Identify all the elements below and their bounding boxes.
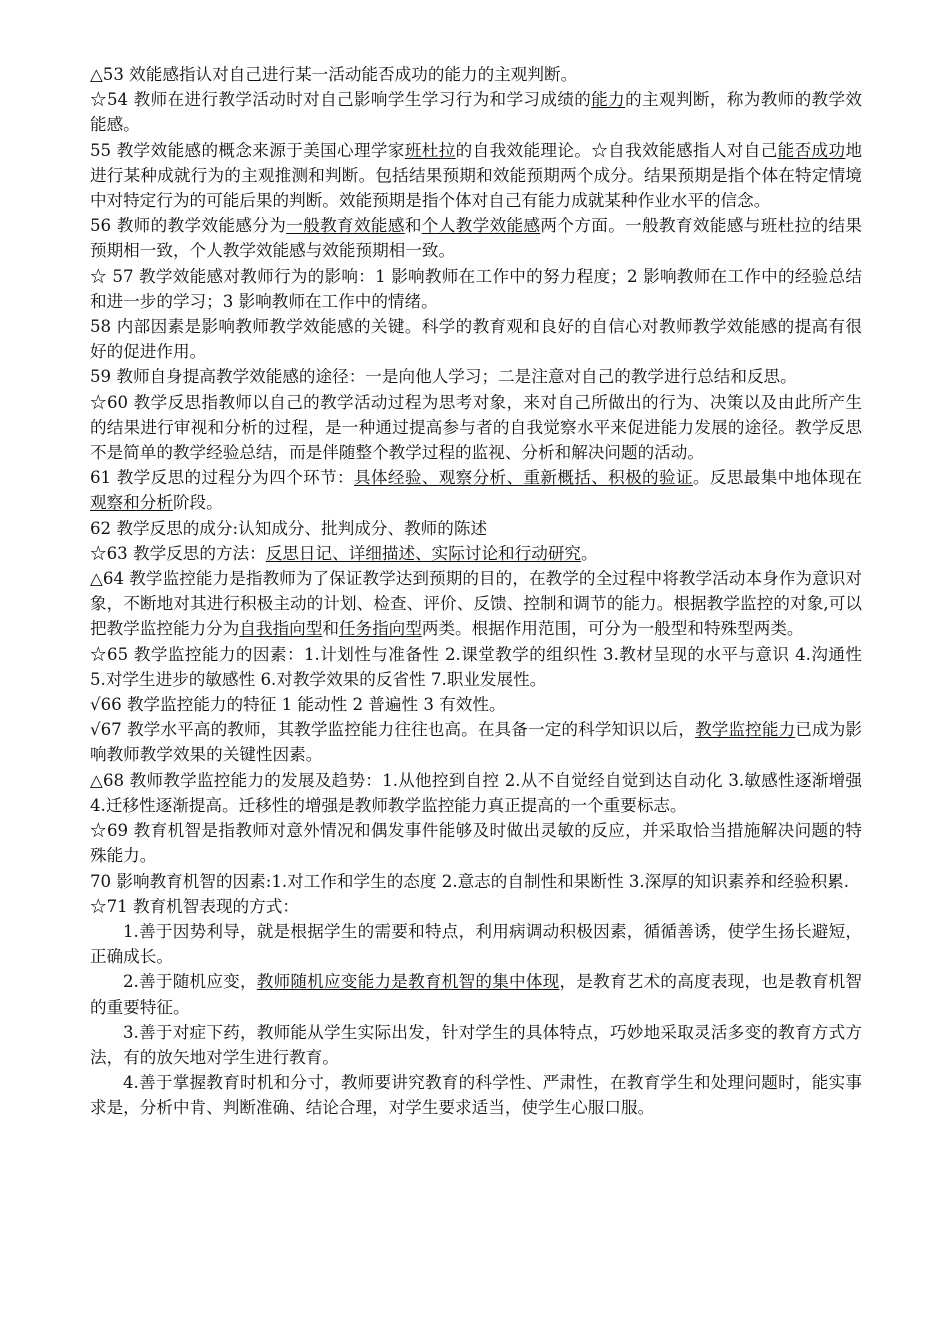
underlined-text: 一般教育效能感 [286, 216, 405, 236]
text-run: 3.善于对症下药，教师能从学生实际出发，针对学生的具体特点，巧妙地采取灵活多变的教育方式方法，有的放矢地对学生进行教育。 [90, 1022, 862, 1067]
underlined-text: 能否成功 [777, 140, 846, 160]
text-run: 和 [322, 619, 339, 639]
text-run: 2.善于随机应变， [123, 972, 257, 992]
text-run: 58 内部因素是影响教师教学效能感的关键。科学的教育观和良好的自信心对教师教学效能感的提高有很好的促进作用。 [90, 317, 862, 362]
text-run: 62 教学反思的成分:认知成分、批判成分、教师的陈述 [90, 518, 488, 538]
paragraph [90, 213, 862, 263]
text-run: 两类。根据作用范围，可分为一般型和特殊型两类。 [421, 619, 804, 639]
underlined-text: 任务指向型 [338, 619, 422, 639]
text-run: ☆54 教师在进行教学活动时对自己影响学生学习行为和学习成绩的 [90, 90, 592, 110]
paragraph [90, 364, 862, 389]
text-run: ☆ 57 教学效能感对教师行为的影响：1 影响教师在工作中的努力程度；2 影响教师在工作中的经验总结和进一步的学习；3 影响教师在工作中的情绪。 [90, 266, 862, 311]
text-run: 56 教师的教学效能感分为 [90, 216, 287, 236]
text-run: △64 教学监控能力是指教师为了保证教学达到预期的目的，在教学的全过程中将教学活动本身作为意识对象，不断地对其进行积极主动的计划、检查、评价、反馈、控制和调节的能力。根据教学监控的对象,可以把教学监控能力分为 [90, 569, 862, 639]
paragraph [90, 1020, 862, 1070]
text-run: ☆63 教学反思的方法： [90, 543, 266, 563]
paragraph [90, 516, 862, 541]
text-run: 两个方面。一般教育效能感与班杜拉的结果预期相一致，个人教学效能感与效能预期相一致。 [90, 216, 863, 261]
text-run: 55 教学效能感的概念来源于美国心理学家 [90, 140, 405, 160]
paragraph [90, 541, 862, 566]
underlined-text: 能力 [591, 90, 626, 110]
paragraph [90, 87, 862, 137]
text-run: 。反思最集中地体现在 [692, 468, 863, 488]
text-run: 的主观判断，称为教师的教学效能感。 [90, 90, 863, 135]
text-run: 的自我效能理论。☆自我效能感指人对自己 [455, 140, 778, 160]
paragraph [90, 566, 862, 642]
text-run: △68 教师教学监控能力的发展及趋势：1.从他控到自控 2.从不自觉经自觉到达自动化 3.敏感性逐渐增强 4.迁移性逐渐提高。迁移性的增强是教师教学监控能力真正提高的一个重要标志。 [90, 770, 862, 815]
underlined-text: 具体经验、观察分析、重新概括、积极的验证 [353, 468, 693, 488]
text-run: 已成为影响教师教学效果的关键性因素。 [90, 720, 863, 765]
text-run: 59 教师自身提高教学效能感的途径：一是向他人学习；二是注意对自己的教学进行总结和反思。 [90, 367, 797, 387]
text-run: 1.善于因势利导，就是根据学生的需要和特点，利用病调动积极因素，循循善诱，使学生扬长避短，正确成长。 [90, 921, 862, 967]
underlined-text: 教学监控能力 [695, 720, 796, 740]
paragraph [90, 894, 862, 919]
paragraph [90, 1070, 862, 1120]
paragraph [90, 869, 862, 894]
text-run: ☆60 教学反思指教师以自己的教学活动过程为思考对象，来对自己所做出的行为、决策以及由此所产生的结果进行审视和分析的过程，是一种通过提高参与者的自我觉察水平来促进能力发展的途径。教学反思不是简单的教学经验总结，而是伴随整个教学过程的监视、分析和解决问题的活动。 [90, 392, 862, 463]
text-run: 61 教学反思的过程分为四个环节： [90, 468, 354, 488]
paragraph [90, 919, 862, 969]
text-run: 地进行某种成就行为的主观推测和判断。包括结果预期和效能预期两个成分。结果预期是指个体在特定情境中对特定行为的可能后果的判断。效能预期是指个体对自己有能力成就某种作业水平的信念。 [90, 140, 863, 211]
text-run: √67 教学水平高的教师，其教学监控能力往往也高。在具备一定的科学知识以后， [90, 720, 696, 740]
underlined-text: 自我指向型 [239, 619, 323, 639]
underlined-text: 班杜拉 [404, 140, 456, 160]
text-run: 阶段。 [172, 493, 223, 513]
text-run: 70 影响教育机智的因素:1.对工作和学生的态度 2.意志的自制性和果断性 3.深厚的知识素养和经验积累. [90, 871, 850, 891]
text-run: 4.善于掌握教育时机和分寸，教师要讲究教育的科学性、严肃性，在教育学生和处理问题时，能实事求是，分析中肯、判断准确、结论合理，对学生要求适当，使学生心服口服。 [90, 1073, 862, 1118]
paragraph [90, 692, 862, 717]
text-run: 和 [404, 216, 422, 236]
paragraph [90, 768, 862, 818]
paragraph [90, 390, 862, 466]
text-run: √66 教学监控能力的特征 1 能动性 2 普遍性 3 有效性。 [90, 695, 506, 715]
text-run: △53 效能感指认对自己进行某一活动能否成功的能力的主观判断。 [90, 65, 578, 84]
paragraph [90, 465, 862, 515]
underlined-text: 观察和分析 [90, 493, 173, 513]
paragraph [90, 642, 862, 692]
text-run: ☆69 教育机智是指教师对意外情况和偶发事件能够及时做出灵敏的反应，并采取恰当措施解决问题的特殊能力。 [90, 821, 862, 866]
underlined-text: 个人教学效能感 [421, 216, 541, 236]
text-run: ，是教育艺术的高度表现，也是教育机智的重要特征。 [90, 972, 862, 1017]
text-run: ☆65 教学监控能力的因素：1.计划性与准备性 2.课堂教学的组织性 3.教材呈现的水平与意识 4.沟通性 5.对学生进步的敏感性 6.对教学效果的反省性 7.职业发展性。 [90, 644, 862, 689]
paragraph [90, 818, 862, 868]
paragraph [90, 62, 862, 87]
paragraph [90, 138, 862, 214]
text-run: ☆71 教育机智表现的方式： [90, 896, 299, 916]
underlined-text: 反思日记、详细描述、实际讨论和行动研究 [265, 543, 582, 563]
paragraph [90, 717, 862, 767]
paragraph [90, 969, 862, 1019]
underlined-text: 教师随机应变能力是教育机智的集中体现 [256, 972, 560, 992]
text-run: 。 [581, 543, 598, 563]
paragraph [90, 314, 862, 364]
paragraph [90, 264, 862, 314]
